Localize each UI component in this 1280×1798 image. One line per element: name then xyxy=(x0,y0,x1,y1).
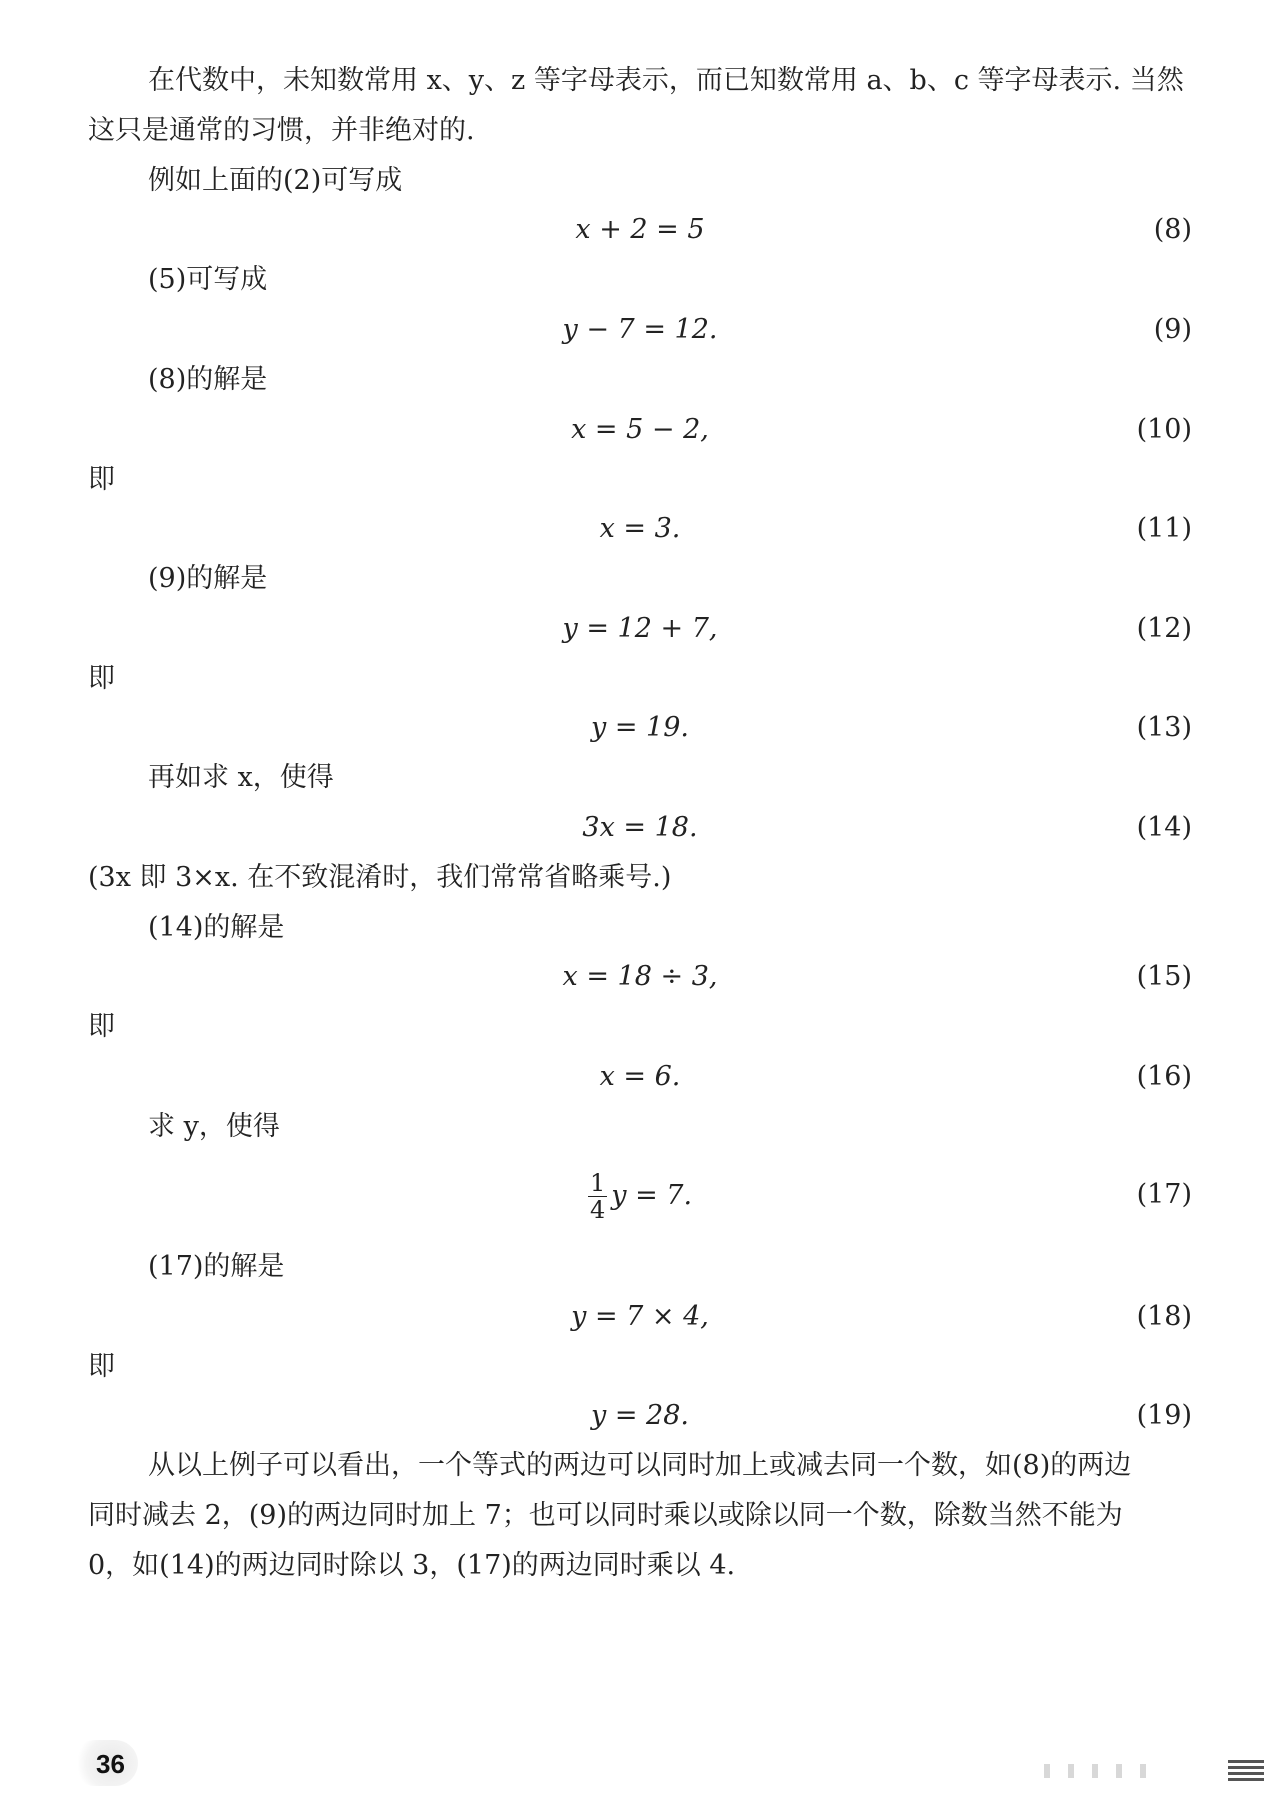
paragraph-line: 这只是通常的习惯，并非绝对的. xyxy=(88,115,475,146)
equation: x = 18 ÷ 3, xyxy=(562,961,718,992)
page-number: 36 xyxy=(96,1749,125,1779)
paragraph-line: (14)的解是 xyxy=(148,912,285,943)
equation: x = 6. xyxy=(599,1061,681,1092)
scan-mark xyxy=(1068,1764,1074,1778)
fraction-numerator: 1 xyxy=(589,1169,606,1197)
equation-number: (13) xyxy=(1136,712,1192,743)
equation-number: (16) xyxy=(1136,1061,1192,1092)
equation: y = 12 + 7, xyxy=(562,613,718,644)
paragraph-line: (3x 即 3×x. 在不致混淆时，我们常常省略乘号.) xyxy=(88,862,672,893)
equation-number: (14) xyxy=(1136,812,1192,843)
equation-number: (9) xyxy=(1153,314,1192,345)
paragraph-line: 求 y，使得 xyxy=(148,1111,280,1142)
paragraph-line: 同时减去 2，(9)的两边同时加上 7；也可以同时乘以或除以同一个数，除数当然不能为 xyxy=(88,1500,1123,1531)
scan-mark xyxy=(1044,1764,1050,1778)
equation: y = 28. xyxy=(591,1400,689,1431)
scan-mark xyxy=(1116,1764,1122,1778)
equation: y = 19. xyxy=(591,712,689,743)
paragraph-line: 在代数中，未知数常用 x、y、z 等字母表示，而已知数常用 a、b、c 等字母表示. 当然 xyxy=(148,65,1184,96)
paragraph-line: 即 xyxy=(88,663,115,694)
paragraph-line: (5)可写成 xyxy=(148,264,268,295)
paragraph-line: 0，如(14)的两边同时除以 3，(17)的两边同时乘以 4. xyxy=(88,1550,736,1581)
equation: y = 7. xyxy=(611,1180,693,1211)
scan-mark xyxy=(1092,1764,1098,1778)
paragraph-line: 例如上面的(2)可写成 xyxy=(148,165,403,196)
paragraph-line: 即 xyxy=(88,464,115,495)
paragraph-line: 从以上例子可以看出，一个等式的两边可以同时加上或减去同一个数，如(8)的两边 xyxy=(148,1450,1132,1481)
fraction-denominator: 4 xyxy=(589,1196,606,1224)
equation-number: (10) xyxy=(1136,414,1192,445)
paragraph-line: 即 xyxy=(88,1351,115,1382)
equation: x = 5 − 2, xyxy=(571,414,709,445)
menu-lines-icon xyxy=(1228,1760,1264,1784)
scan-marks xyxy=(1044,1764,1224,1778)
paragraph-line: 再如求 x，使得 xyxy=(148,762,334,793)
fraction-equation xyxy=(340,1170,940,1223)
equation-number: (17) xyxy=(1136,1179,1192,1210)
equation: x = 3. xyxy=(599,513,681,544)
equation-number: (18) xyxy=(1136,1301,1192,1332)
scan-mark xyxy=(1140,1764,1146,1778)
paragraph-line: 即 xyxy=(88,1011,115,1042)
equation: y = 7 × 4, xyxy=(571,1301,709,1332)
equation-number: (12) xyxy=(1136,613,1192,644)
equation-number: (19) xyxy=(1136,1400,1192,1431)
paragraph-line: (9)的解是 xyxy=(148,563,268,594)
equation-number: (8) xyxy=(1153,214,1192,245)
equation: x + 2 = 5 xyxy=(575,214,705,245)
fraction xyxy=(588,1170,607,1223)
equation-number: (15) xyxy=(1136,961,1192,992)
paragraph-line: (8)的解是 xyxy=(148,364,268,395)
equation: y − 7 = 12. xyxy=(562,314,718,345)
equation: 3x = 18. xyxy=(582,812,698,843)
equation-number: (11) xyxy=(1136,513,1192,544)
paragraph-line: (17)的解是 xyxy=(148,1251,285,1282)
